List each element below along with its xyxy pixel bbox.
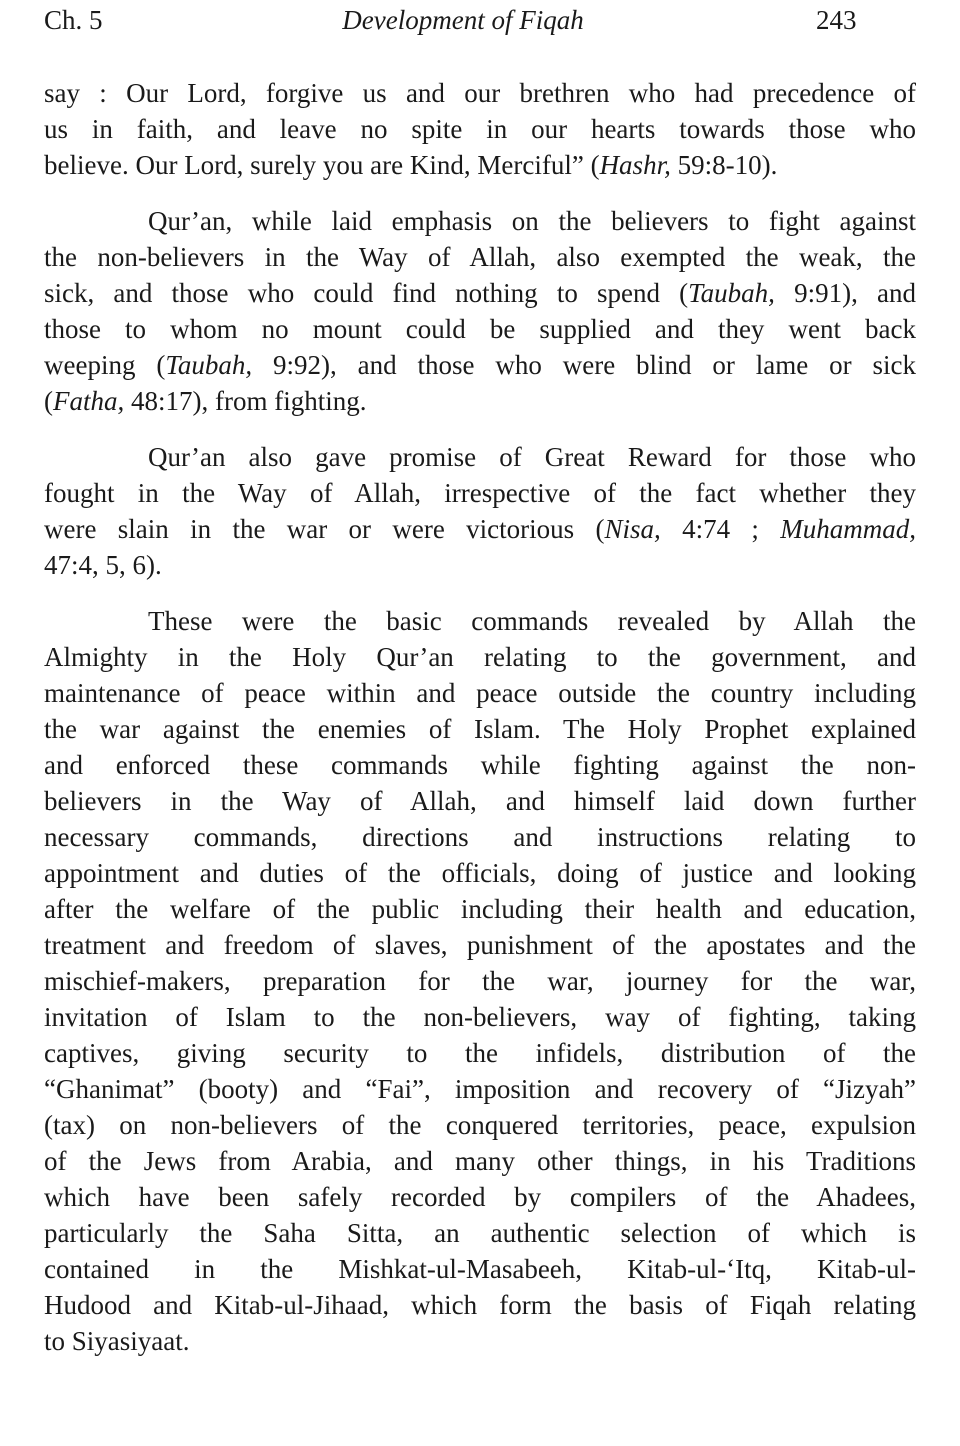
text-line [44, 239, 916, 275]
text-line [44, 75, 916, 111]
text-run: 48:17), from fighting. [124, 386, 367, 416]
text-run: 59:8-10). [670, 150, 778, 180]
text-line [44, 675, 916, 711]
paragraph [44, 75, 916, 183]
text-run: appointment and duties of the officials, doing of justice and looking [44, 858, 916, 888]
text-run: 4:74 ; [660, 514, 781, 544]
text-line [44, 511, 916, 547]
text-run: invitation of Islam to the non-believers, way of fighting, taking [44, 1002, 916, 1032]
text-line [44, 147, 916, 183]
page-number: 243 [816, 5, 857, 35]
running-title: Development of Fiqah [342, 5, 584, 35]
body-text [44, 75, 916, 1379]
text-run: which have been safely recorded by compilers of the Ahadees, [44, 1182, 916, 1212]
paragraph [44, 603, 916, 1359]
text-run: maintenance of peace within and peace outside the country including [44, 678, 916, 708]
text-line [44, 747, 916, 783]
text-line [44, 1323, 916, 1359]
text-line [44, 783, 916, 819]
text-line [44, 963, 916, 999]
text-line [44, 819, 916, 855]
text-run: Hudood and Kitab-ul-Jihaad, which form the basis of Fiqah relating [44, 1290, 916, 1320]
text-line [44, 1035, 916, 1071]
citation-italic: Muhammad, [780, 514, 916, 544]
text-run: those to whom no mount could be supplied and they went back [44, 314, 916, 344]
text-line [44, 1251, 916, 1287]
text-run: weeping ( [44, 350, 166, 380]
text-line [44, 475, 916, 511]
citation-italic: Nisa, [604, 514, 661, 544]
text-line [44, 111, 916, 147]
text-run: Qur’an also gave promise of Great Reward for those who [148, 442, 916, 472]
text-line [44, 603, 916, 639]
text-run: ( [44, 386, 53, 416]
text-run: 47:4, 5, 6). [44, 550, 162, 580]
text-run: These were the basic commands revealed by Allah the [148, 606, 916, 636]
text-run: Qur’an, while laid emphasis on the believers to fight against [148, 206, 916, 236]
text-run: fought in the Way of Allah, irrespective of the fact whether they [44, 478, 916, 508]
text-run: Almighty in the Holy Qur’an relating to the government, and [44, 642, 916, 672]
text-run: the non-believers in the Way of Allah, also exempted the weak, the [44, 242, 916, 272]
paragraph [44, 439, 916, 583]
text-run: believe. Our Lord, surely you are Kind, Merciful” ( [44, 150, 600, 180]
citation-italic: Hashr, [599, 150, 671, 180]
text-run: treatment and freedom of slaves, punishment of the apostates and the [44, 930, 916, 960]
text-line [44, 891, 916, 927]
text-line [44, 927, 916, 963]
text-run: to Siyasiyaat. [44, 1326, 190, 1356]
citation-italic: Taubah, [165, 350, 253, 380]
text-line [44, 711, 916, 747]
text-run: captives, giving security to the infidels, distribution of the [44, 1038, 916, 1068]
text-line [44, 275, 916, 311]
text-line [44, 203, 916, 239]
text-run: us in faith, and leave no spite in our hearts towards those who [44, 114, 916, 144]
text-line [44, 311, 916, 347]
chapter-label: Ch. 5 [44, 5, 103, 35]
citation-italic: Taubah, [688, 278, 775, 308]
text-run: and enforced these commands while fighting against the non- [44, 750, 916, 780]
text-line [44, 1143, 916, 1179]
text-run: 9:92), and those who were blind or lame or sick [252, 350, 917, 380]
text-line [44, 1287, 916, 1323]
text-run: say : Our Lord, forgive us and our brethren who had precedence of [44, 78, 916, 108]
text-line [44, 1215, 916, 1251]
text-line [44, 639, 916, 675]
text-run: of the Jews from Arabia, and many other things, in his Traditions [44, 1146, 916, 1176]
text-run: contained in the Mishkat-ul-Masabeeh, Kitab-ul-‘Itq, Kitab-ul- [44, 1254, 916, 1284]
citation-italic: Fatha, [53, 386, 125, 416]
text-line [44, 1107, 916, 1143]
text-line [44, 347, 916, 383]
text-run: believers in the Way of Allah, and himself laid down further [44, 786, 916, 816]
text-run: “Ghanimat” (booty) and “Fai”, imposition and recovery of “Jizyah” [44, 1074, 916, 1104]
text-run: necessary commands, directions and instructions relating to [44, 822, 916, 852]
text-line [44, 547, 916, 583]
text-line [44, 999, 916, 1035]
text-line [44, 1071, 916, 1107]
text-run: sick, and those who could find nothing to spend ( [44, 278, 689, 308]
text-run: were slain in the war or were victorious ( [44, 514, 605, 544]
text-line [44, 383, 916, 419]
text-run: 9:91), and [774, 278, 916, 308]
text-run: particularly the Saha Sitta, an authentic selection of which is [44, 1218, 916, 1248]
text-line [44, 439, 916, 475]
text-run: after the welfare of the public including their health and education, [44, 894, 916, 924]
text-run: the war against the enemies of Islam. The Holy Prophet explained [44, 714, 916, 744]
text-line [44, 1179, 916, 1215]
text-run: mischief-makers, preparation for the war, journey for the war, [44, 966, 916, 996]
paragraph [44, 203, 916, 419]
text-run: (tax) on non-believers of the conquered territories, peace, expulsion [44, 1110, 916, 1140]
text-line [44, 855, 916, 891]
